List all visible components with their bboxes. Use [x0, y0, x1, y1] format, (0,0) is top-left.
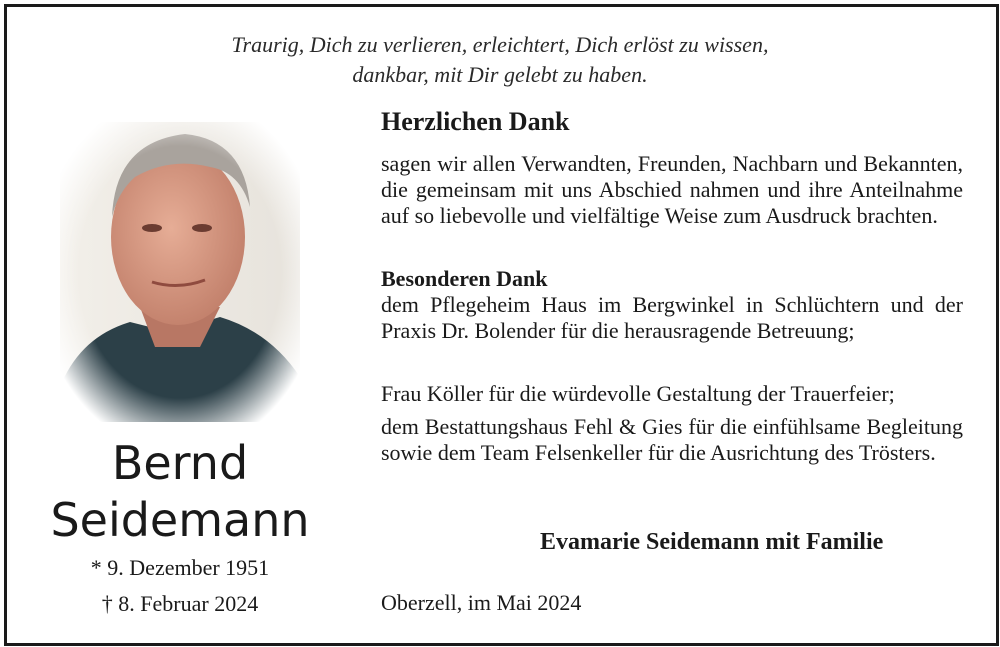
motto-verse: [0, 30, 1000, 90]
deceased-first-name: Bernd: [111, 436, 249, 490]
thanks-heading: Herzlichen Dank: [381, 107, 570, 136]
place-and-date: Oberzell, im Mai 2024: [381, 590, 582, 615]
thanks-paragraph: sagen wir allen Verwandten, Freunden, Nachbarn und Bekannten, die gemeinsam mit uns Abschied nahmen und ihre Anteilnahme auf so liebevolle und vielfältige Weise zum Ausdruck brachten.: [381, 151, 963, 228]
special-thanks-funeral-home: dem Bestattungshaus Fehl & Gies für die einfühlsame Begleitung sowie dem Team Felsenkeller für die Ausrichtung des Trösters.: [381, 414, 963, 465]
portrait-photo: [60, 122, 300, 422]
family-signature: Evamarie Seidemann mit Familie: [540, 529, 884, 555]
special-thanks-ceremony: Frau Köller für die würdevolle Gestaltung der Trauerfeier;: [381, 381, 895, 406]
special-thanks-heading: Besonderen Dank: [381, 266, 548, 291]
motto-line-1: Traurig, Dich zu verlieren, erleichtert, Dich erlöst zu wissen,: [231, 32, 769, 57]
birth-date: * 9. Dezember 1951: [90, 555, 270, 580]
motto-line-2: dankbar, mit Dir gelebt zu haben.: [352, 62, 648, 87]
deceased-last-name: Seidemann: [50, 493, 310, 547]
special-thanks-care: dem Pflegeheim Haus im Bergwinkel in Schlüchtern und der Praxis Dr. Bolender für die herausragende Betreuung;: [381, 292, 963, 343]
death-date: † 8. Februar 2024: [101, 591, 259, 616]
